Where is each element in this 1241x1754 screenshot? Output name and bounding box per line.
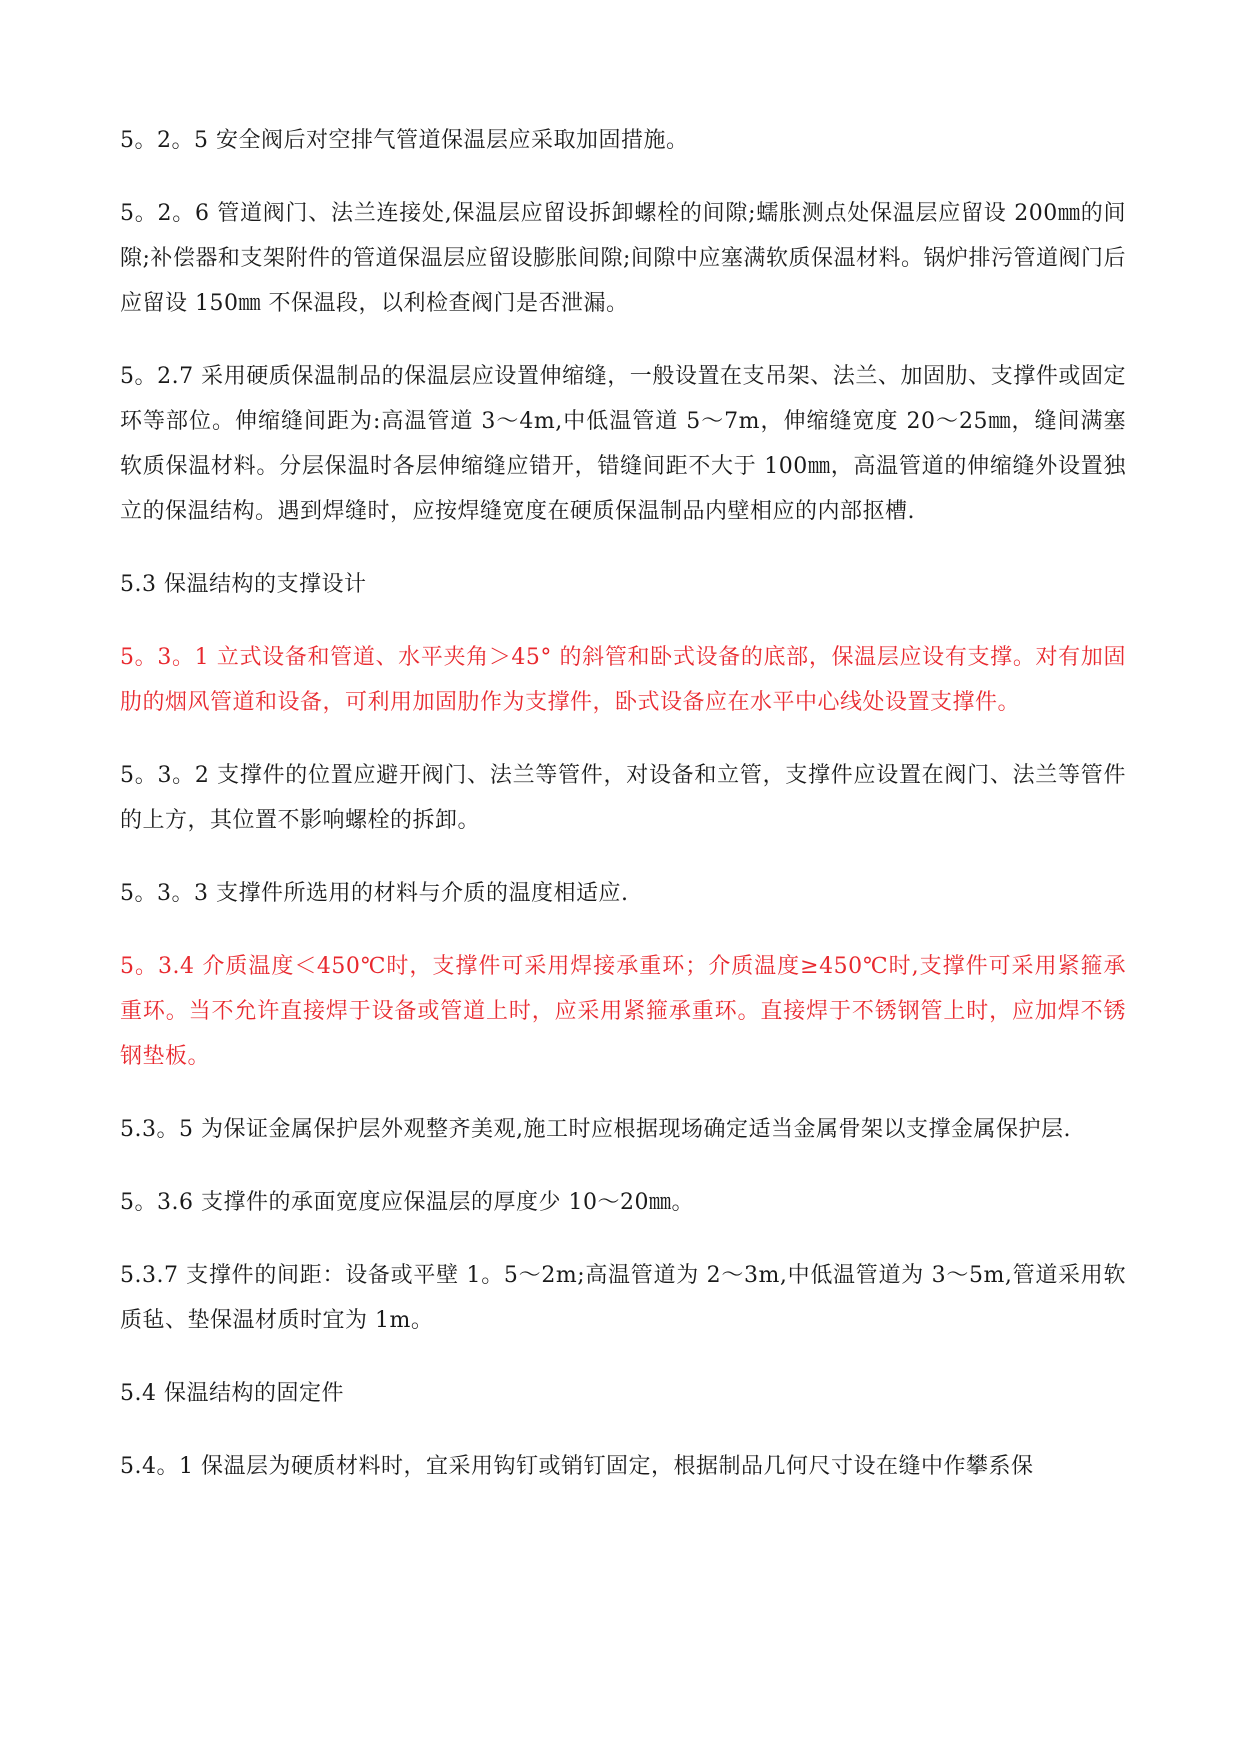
paragraph-5-4-1: 5.4。1 保温层为硬质材料时，宜采用钩钉或销钉固定，根据制品几何尺寸设在缝中作攀系保 bbox=[120, 1454, 1034, 1479]
paragraph-5-3-4: 5。3.4 介质温度＜450℃时，支撑件可采用焊接承重环；介质温度≥450℃时,支撑件可采用紧箍承重环。当不允许直接焊于设备或管道上时，应采用紧箍承重环。直接焊于不锈钢管上时，应加焊不锈钢垫板。 bbox=[120, 954, 1126, 1069]
paragraph-5-3-5: 5.3。5 为保证金属保护层外观整齐美观,施工时应根据现场确定适当金属骨架以支撑金属保护层. bbox=[120, 1117, 1071, 1142]
paragraph-5-2-7: 5。2.7 采用硬质保温制品的保温层应设置伸缩缝，一般设置在支吊架、法兰、加固肋、支撑件或固定环等部位。伸缩缝间距为:高温管道 3～4m,中低温管道 5～7m，伸缩缝宽度 20～25㎜，缝间满塞软质保温材料。分层保温时各层伸缩缝应错开，错缝间距不大于 100㎜，高温管道的伸缩缝外设置独立的保温结构。遇到焊缝时，应按焊缝宽度在硬质保温制品内壁相应的内部抠槽. bbox=[120, 364, 1126, 524]
paragraph-5-3-2: 5。3。2 支撑件的位置应避开阀门、法兰等管件，对设备和立管，支撑件应设置在阀门、法兰等管件的上方，其位置不影响螺栓的拆卸。 bbox=[120, 763, 1126, 833]
paragraph-5-2-5: 5。2。5 安全阀后对空排气管道保温层应采取加固措施。 bbox=[120, 128, 689, 153]
section-heading-5-4: 5.4 保温结构的固定件 bbox=[120, 1381, 344, 1406]
paragraph-5-3-1: 5。3。1 立式设备和管道、水平夹角＞45° 的斜管和卧式设备的底部，保温层应设有支撑。对有加固肋的烟风管道和设备，可利用加固肋作为支撑件，卧式设备应在水平中心线处设置支撑件。 bbox=[120, 645, 1126, 715]
paragraph-5-3-7: 5.3.7 支撑件的间距：设备或平壁 1。5～2m;高温管道为 2～3m,中低温管道为 3～5m,管道采用软质毡、垫保温材质时宜为 1m。 bbox=[120, 1263, 1126, 1333]
paragraph-5-3-6: 5。3.6 支撑件的承面宽度应保温层的厚度少 10～20㎜。 bbox=[120, 1190, 694, 1215]
document-body bbox=[120, 118, 1126, 1517]
paragraph-5-3-3: 5。3。3 支撑件所选用的材料与介质的温度相适应. bbox=[120, 881, 629, 906]
section-heading-5-3: 5.3 保温结构的支撑设计 bbox=[120, 572, 367, 597]
paragraph-5-2-6: 5。2。6 管道阀门、法兰连接处,保温层应留设拆卸螺栓的间隙;蠕胀测点处保温层应留设 200㎜的间隙;补偿器和支架附件的管道保温层应留设膨胀间隙;间隙中应塞满软质保温材料。锅炉排污管道阀门后应留设 150㎜ 不保温段，以利检查阀门是否泄漏。 bbox=[120, 201, 1126, 316]
